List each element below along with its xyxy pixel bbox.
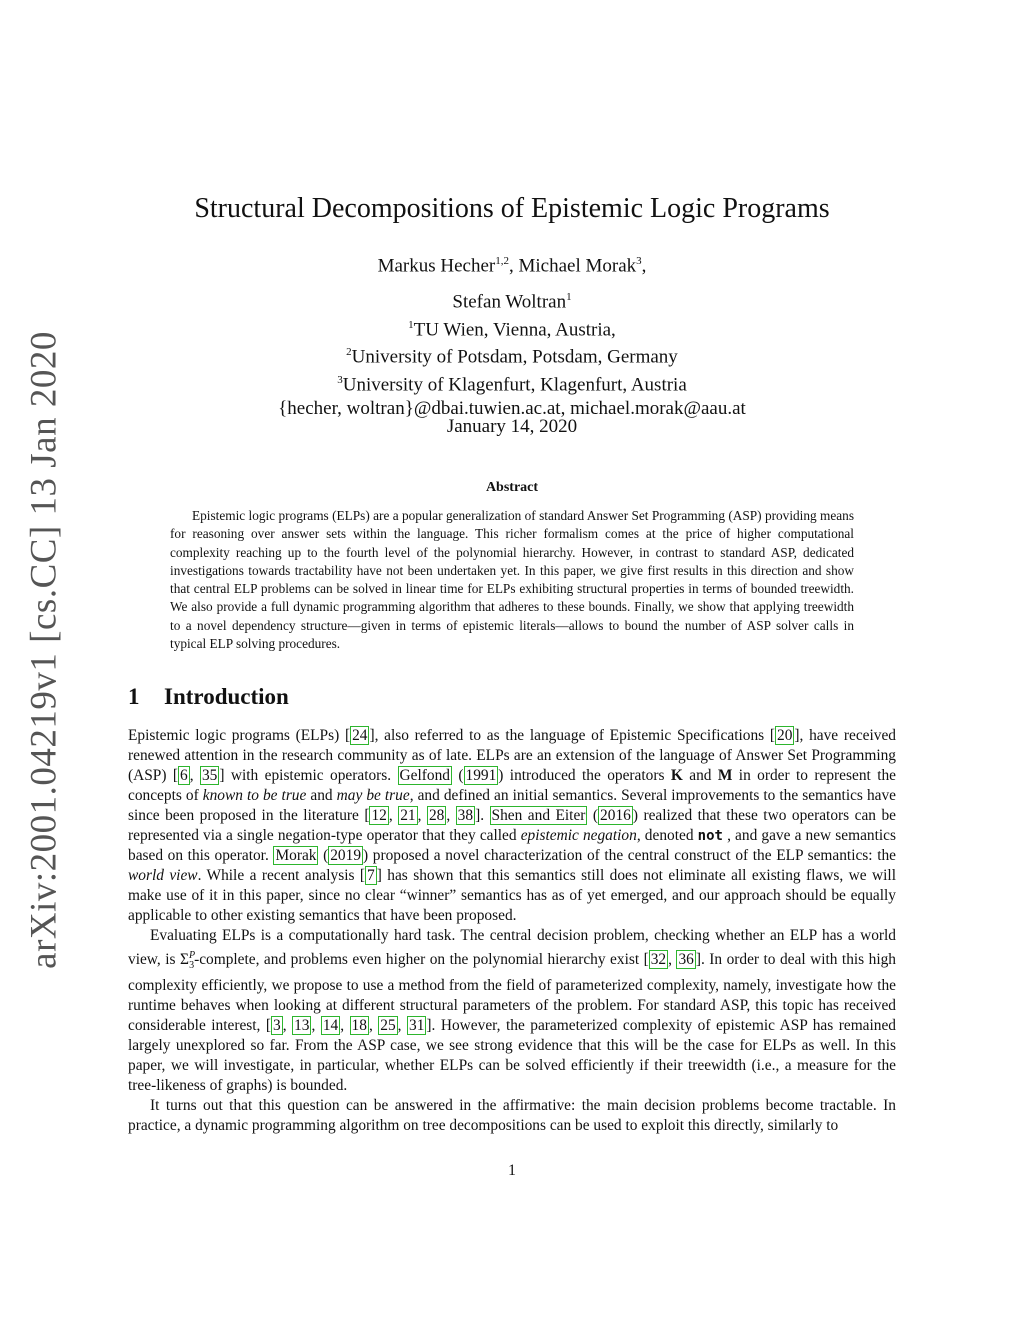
author-line-1: Markus Hecher$^{1,2}$, Michael Morak$^3$, <box>377 255 647 277</box>
citation-link[interactable]: Shen and Eiter <box>491 807 586 824</box>
text-run: , <box>388 807 399 824</box>
author-emails: {hecher, woltran}@dbai.tuwien.ac.at, michael.morak@aau.at <box>278 398 746 420</box>
affiliation-2 <box>0 341 1024 369</box>
paragraph-2 <box>128 926 896 1096</box>
citation-link[interactable]: 38 <box>457 807 474 824</box>
text-run: , <box>417 807 427 824</box>
text-run: ] with epistemic operators. <box>219 767 398 784</box>
text-run: ]. However, the parameterized complexity of epistemic ASP has remained largely unexplored so far. From the ASP case, we see strong evidence that this will be the case for ELPs as well. In this paper, we will investigate, in particular, whether ELPs can be solved efficiently if their treewidth (i.e., a measure for the tree-likeness of graphs) is bounded. <box>128 1017 896 1095</box>
emphasis: may be true <box>336 787 410 804</box>
citation-link[interactable]: 1991 <box>465 767 497 784</box>
citation-link[interactable]: 18 <box>351 1017 367 1035</box>
citation-link[interactable]: 24 <box>352 727 368 744</box>
citation-link[interactable]: 35 <box>201 767 218 784</box>
paragraph-3: It turns out that this question can be answered in the affirmative: the main decision problems become tractable. In practice, a dynamic programming algorithm on tree decompositions can be used to exploit this directly, similarly to <box>128 1097 896 1135</box>
author-name: Michael Morak <box>518 255 637 277</box>
text-run: and <box>682 767 718 784</box>
citation-link[interactable]: 14 <box>322 1017 339 1035</box>
citation-link[interactable]: 6 <box>180 767 188 784</box>
affil-text: University of Potsdam, Potsdam, Germany <box>351 346 678 368</box>
not-operator: not <box>697 828 723 844</box>
text-run: ( <box>318 847 329 864</box>
text-run: ], have received renewed attention in the research community as of late. ELPs are an extension of the language of Answer Set Programming (ASP) [ <box>128 727 896 784</box>
text-run: ]. In order to deal with this high complexity efficiently, we propose to use a method from the field of parameterized complexity, namely, investigate how the runtime behaves when looking at different structural parameters of the problem. For standard ASP, this topic has received considerable interest, [ <box>128 951 897 1035</box>
text-run: ( <box>451 767 464 784</box>
text-run: ) realized that these two operators can be represented via a single negation-type operator that they called <box>128 807 896 844</box>
page-number: 1 <box>508 1162 516 1179</box>
operator-k: K <box>670 767 683 784</box>
text-run: , <box>282 1017 293 1035</box>
author-affil-sup: 3 <box>636 255 642 267</box>
emphasis: known to be true <box>202 787 307 804</box>
emphasis: epistemic negation <box>520 827 637 844</box>
text-run: , and gave a new semantics based on this operator. <box>128 827 896 864</box>
citation-link[interactable]: 21 <box>400 807 416 824</box>
citation-link[interactable]: 13 <box>294 1017 310 1035</box>
affil-sup: 2 <box>346 346 352 359</box>
text-run: , <box>668 951 677 969</box>
text-run: ( <box>587 807 599 824</box>
affil-text: TU Wien, Vienna, Austria, <box>413 318 616 340</box>
operator-m: M <box>717 767 733 784</box>
text-run: Epistemic logic programs (ELPs) [ <box>128 727 351 744</box>
affiliation-3 <box>0 369 1024 397</box>
text-run: , and defined an initial semantics. Several improvements to the semantics have since been proposed in the literature [ <box>128 787 897 824</box>
abstract-heading: Abstract <box>485 480 539 495</box>
citation-link[interactable]: 36 <box>678 951 694 969</box>
author-block <box>0 250 1024 421</box>
paragraph-1 <box>128 726 896 926</box>
sigma-sup: P <box>188 950 196 961</box>
arxiv-identifier-stamp: arXiv:2001.04219v1 [cs.CC] 13 Jan 2020 <box>23 331 65 969</box>
text-run: , <box>340 1017 350 1035</box>
text-run: ) introduced the operators <box>498 767 671 784</box>
text-run: , <box>368 1017 379 1035</box>
affil-text: University of Klagenfurt, Klagenfurt, Austria <box>342 374 687 396</box>
text-run: , denoted <box>636 827 698 844</box>
author-line-2 <box>0 286 1024 314</box>
text-run: ], also referred to as the language of Epistemic Specifications [ <box>369 727 775 744</box>
text-run: and <box>306 787 337 804</box>
text-run: ] has shown that this semantics still does not eliminate all existing flaws, we will make use of it in this paper, since no clear “winner” semantics has as of yet emerged, and our approach should be equally applicable to other existing semantics that have been proposed. <box>128 867 896 924</box>
citation-link[interactable]: Gelfond <box>399 767 450 784</box>
citation-link[interactable]: 20 <box>777 727 793 744</box>
sigma-sub: 3 <box>189 960 195 972</box>
author-name: Markus Hecher <box>377 255 496 277</box>
body-text <box>128 726 896 1136</box>
citation-link[interactable]: 2016 <box>600 807 631 824</box>
text-run: ) proposed a novel characterization of the central construct of the ELP semantics: the <box>363 847 896 864</box>
emphasis: world view <box>128 867 198 884</box>
citation-link[interactable]: Morak <box>275 847 317 864</box>
citation-link[interactable]: 28 <box>428 807 445 824</box>
citation-link[interactable]: 2019 <box>330 847 362 864</box>
text-run: , <box>446 807 456 824</box>
text-run: in order to represent the concepts of <box>128 767 897 804</box>
section-title: Introduction <box>164 684 289 709</box>
paper-date: January 14, 2020 <box>446 416 578 437</box>
author-affil-sup: 1,2 <box>495 255 509 267</box>
text-run: ]. <box>475 807 490 824</box>
citation-link[interactable]: 3 <box>273 1017 281 1035</box>
sigma-symbol <box>180 950 196 972</box>
abstract-text: Epistemic logic programs (ELPs) are a popular generalization of standard Answer Set Programming (ASP) providing means for reasoning over answer sets within the language. This richer formalism comes at the price of higher computational complexity reaching up to the fourth level of the polynomial hierarchy. However, in contrast to standard ASP, dedicated investigations towards tractability have not been undertaken yet. In this paper, we give first results in this direction and show that central ELP problems can be solved in linear time for ELPs exhibiting structural properties in terms of bounded treewidth. We also provide a full dynamic programming algorithm that adheres to these bounds. Finally, we show that applying treewidth to a novel dependency structure—given in terms of epistemic literals—allows to bound the number of ASP solver calls in typical ELP solving procedures. <box>170 508 854 652</box>
citation-link[interactable]: 32 <box>650 951 667 969</box>
affiliation-1 <box>0 314 1024 342</box>
citation-link[interactable]: 31 <box>409 1017 425 1035</box>
text-run: , <box>311 1017 321 1035</box>
author-name: Stefan Woltran <box>452 291 567 313</box>
text-run: -complete, and problems even higher on the polynomial hierarchy exist [ <box>194 951 649 969</box>
affil-sup: 1 <box>408 318 414 331</box>
author-affil-sup: 1 <box>566 290 572 303</box>
text-run: , <box>397 1017 408 1035</box>
citation-link[interactable]: 25 <box>380 1017 396 1035</box>
citation-link[interactable]: 12 <box>371 807 387 824</box>
affil-sup: 3 <box>337 374 343 387</box>
text-run: , <box>189 767 200 784</box>
text-run: . While a recent analysis [ <box>197 867 366 884</box>
text-run: Evaluating ELPs is a computationally hard task. The central decision problem, checking whether an ELP has a world view, is <box>128 927 896 969</box>
section-heading <box>128 684 289 710</box>
sigma-glyph: Σ <box>180 951 189 969</box>
citation-link[interactable]: 7 <box>367 867 375 884</box>
section-number: 1 <box>128 684 140 709</box>
paper-title: Structural Decompositions of Epistemic Logic Programs <box>194 193 830 224</box>
